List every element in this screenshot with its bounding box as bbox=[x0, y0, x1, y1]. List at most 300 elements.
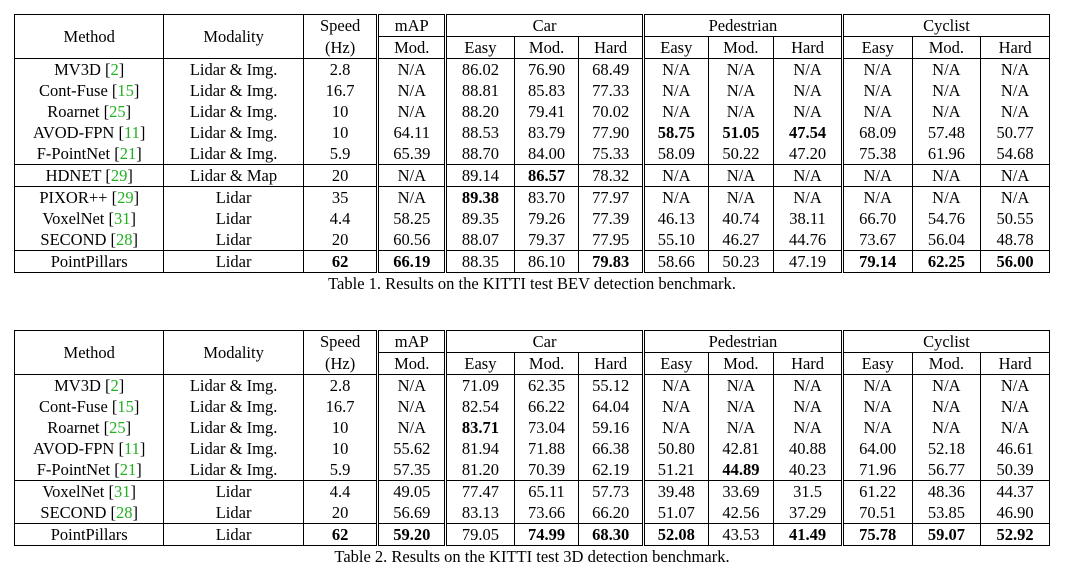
method-name: SECOND bbox=[40, 503, 107, 522]
value-cell: 58.66 bbox=[643, 251, 708, 273]
value-cell: 50.80 bbox=[643, 438, 708, 459]
modality-cell: Lidar & Img. bbox=[164, 122, 303, 143]
value-cell: 78.32 bbox=[579, 165, 644, 187]
modality-cell: Lidar & Img. bbox=[164, 438, 303, 459]
citation-link[interactable]: 31 bbox=[114, 209, 131, 228]
value-cell: 41.49 bbox=[774, 524, 843, 546]
table-row bbox=[15, 122, 1050, 143]
value-cell: 83.71 bbox=[446, 417, 515, 438]
citation-link[interactable]: 29 bbox=[117, 188, 134, 207]
value-cell: 81.94 bbox=[446, 438, 515, 459]
value-cell: 73.04 bbox=[514, 417, 579, 438]
value-cell: 50.77 bbox=[981, 122, 1050, 143]
speed-cell: 5.9 bbox=[303, 459, 378, 481]
modality-cell: Lidar bbox=[164, 524, 303, 546]
map-cell: 55.62 bbox=[378, 438, 446, 459]
map-cell: 60.56 bbox=[378, 229, 446, 251]
value-cell: 64.00 bbox=[842, 438, 912, 459]
method-cell: Cont-Fuse [15] bbox=[39, 397, 140, 416]
value-cell: N/A bbox=[708, 59, 774, 81]
header-method: Method bbox=[63, 343, 115, 362]
value-cell: 40.74 bbox=[708, 208, 774, 229]
map-cell: 49.05 bbox=[378, 481, 446, 503]
value-cell: 61.96 bbox=[912, 143, 981, 165]
header-sub: Easy bbox=[643, 353, 708, 375]
map-cell: 59.20 bbox=[378, 524, 446, 546]
header-group-pedestrian: Pedestrian bbox=[643, 331, 842, 353]
value-cell: 62.25 bbox=[912, 251, 981, 273]
value-cell: 55.12 bbox=[579, 375, 644, 397]
map-cell: 56.69 bbox=[378, 502, 446, 524]
value-cell: 42.81 bbox=[708, 438, 774, 459]
value-cell: 56.77 bbox=[912, 459, 981, 481]
value-cell: N/A bbox=[643, 375, 708, 397]
value-cell: 47.20 bbox=[774, 143, 843, 165]
value-cell: N/A bbox=[842, 80, 912, 101]
value-cell: 79.41 bbox=[514, 101, 579, 122]
citation-link[interactable]: 25 bbox=[109, 418, 126, 437]
modality-cell: Lidar & Img. bbox=[164, 143, 303, 165]
speed-cell: 62 bbox=[303, 524, 378, 546]
header-sub: Easy bbox=[446, 37, 515, 59]
value-cell: 88.81 bbox=[446, 80, 515, 101]
header-group-cyclist: Cyclist bbox=[842, 331, 1049, 353]
value-cell: 71.88 bbox=[514, 438, 579, 459]
value-cell: 50.22 bbox=[708, 143, 774, 165]
value-cell: 75.78 bbox=[842, 524, 912, 546]
method-cell: SECOND [28] bbox=[40, 230, 139, 249]
citation-link[interactable]: 29 bbox=[110, 166, 128, 185]
value-cell: 47.54 bbox=[774, 122, 843, 143]
map-cell: N/A bbox=[378, 396, 446, 417]
value-cell: 66.22 bbox=[514, 396, 579, 417]
modality-cell: Lidar bbox=[164, 229, 303, 251]
table-row bbox=[15, 229, 1050, 251]
value-cell: 73.67 bbox=[842, 229, 912, 251]
value-cell: N/A bbox=[774, 187, 843, 209]
value-cell: 53.85 bbox=[912, 502, 981, 524]
value-cell: 86.02 bbox=[446, 59, 515, 81]
value-cell: 52.18 bbox=[912, 438, 981, 459]
value-cell: 79.37 bbox=[514, 229, 579, 251]
value-cell: N/A bbox=[842, 101, 912, 122]
value-cell: 65.11 bbox=[514, 481, 579, 503]
value-cell: 52.92 bbox=[981, 524, 1050, 546]
value-cell: 54.68 bbox=[981, 143, 1050, 165]
value-cell: N/A bbox=[981, 417, 1050, 438]
value-cell: 59.07 bbox=[912, 524, 981, 546]
speed-cell: 62 bbox=[303, 251, 378, 273]
header-map: mAP bbox=[378, 331, 446, 353]
value-cell: 70.02 bbox=[579, 101, 644, 122]
value-cell: 40.23 bbox=[774, 459, 843, 481]
map-cell: N/A bbox=[378, 165, 446, 187]
value-cell: N/A bbox=[912, 375, 981, 397]
value-cell: 89.14 bbox=[446, 165, 515, 187]
value-cell: 79.05 bbox=[446, 524, 515, 546]
map-cell: N/A bbox=[378, 80, 446, 101]
modality-cell: Lidar bbox=[164, 502, 303, 524]
value-cell: N/A bbox=[643, 101, 708, 122]
value-cell: 55.10 bbox=[643, 229, 708, 251]
value-cell: 89.38 bbox=[446, 187, 515, 209]
header-sub: Easy bbox=[643, 37, 708, 59]
header-sub: Mod. bbox=[514, 353, 579, 375]
header-sub: Mod. bbox=[708, 37, 774, 59]
value-cell: 83.13 bbox=[446, 502, 515, 524]
method-name: HDNET bbox=[45, 166, 102, 185]
citation-link[interactable]: 28 bbox=[116, 503, 133, 522]
value-cell: 47.19 bbox=[774, 251, 843, 273]
modality-cell: Lidar & Img. bbox=[164, 459, 303, 481]
map-cell: N/A bbox=[378, 187, 446, 209]
method-cell: SECOND [28] bbox=[40, 503, 139, 522]
value-cell: 70.51 bbox=[842, 502, 912, 524]
header-sub: Mod. bbox=[708, 353, 774, 375]
value-cell: N/A bbox=[981, 101, 1050, 122]
value-cell: N/A bbox=[981, 59, 1050, 81]
speed-cell: 10 bbox=[303, 101, 378, 122]
modality-cell: Lidar & Map bbox=[164, 165, 303, 187]
value-cell: N/A bbox=[912, 187, 981, 209]
map-cell: 66.19 bbox=[378, 251, 446, 273]
value-cell: N/A bbox=[708, 417, 774, 438]
value-cell: 44.37 bbox=[981, 481, 1050, 503]
table-caption: Table 1. Results on the KITTI test BEV detection benchmark. bbox=[328, 274, 736, 293]
table-row bbox=[15, 459, 1050, 481]
header-group-cyclist: Cyclist bbox=[842, 15, 1049, 37]
value-cell: N/A bbox=[708, 80, 774, 101]
speed-cell: 10 bbox=[303, 438, 378, 459]
value-cell: N/A bbox=[774, 80, 843, 101]
header-sub: Mod. bbox=[514, 37, 579, 59]
speed-cell: 5.9 bbox=[303, 143, 378, 165]
value-cell: N/A bbox=[981, 165, 1050, 187]
speed-cell: 20 bbox=[303, 502, 378, 524]
method-name: MV3D bbox=[54, 60, 101, 79]
table-row bbox=[15, 481, 1050, 503]
value-cell: 86.57 bbox=[514, 165, 579, 187]
value-cell: 50.23 bbox=[708, 251, 774, 273]
header-speed-unit: (Hz) bbox=[303, 37, 378, 59]
value-cell: 31.5 bbox=[774, 481, 843, 503]
citation-link[interactable]: 15 bbox=[117, 397, 134, 416]
method-cell: AVOD-FPN [11] bbox=[33, 439, 146, 458]
header-speed: Speed bbox=[303, 331, 378, 353]
method-name: Cont-Fuse bbox=[39, 397, 108, 416]
value-cell: 48.78 bbox=[981, 229, 1050, 251]
value-cell: 58.75 bbox=[643, 122, 708, 143]
method-name: Cont-Fuse bbox=[39, 81, 108, 100]
value-cell: 51.07 bbox=[643, 502, 708, 524]
speed-cell: 16.7 bbox=[303, 396, 378, 417]
modality-cell: Lidar bbox=[164, 251, 303, 273]
value-cell: 84.00 bbox=[514, 143, 579, 165]
method-cell: MV3D [2] bbox=[15, 59, 164, 81]
value-cell: N/A bbox=[842, 187, 912, 209]
value-cell: 77.95 bbox=[579, 229, 644, 251]
value-cell: 75.33 bbox=[579, 143, 644, 165]
value-cell: N/A bbox=[708, 396, 774, 417]
map-cell: N/A bbox=[378, 417, 446, 438]
value-cell: 86.10 bbox=[514, 251, 579, 273]
value-cell: 33.69 bbox=[708, 481, 774, 503]
modality-cell: Lidar bbox=[164, 481, 303, 503]
method-name: AVOD-FPN bbox=[33, 439, 115, 458]
value-cell: 71.09 bbox=[446, 375, 515, 397]
value-cell: N/A bbox=[842, 165, 912, 187]
value-cell: 51.05 bbox=[708, 122, 774, 143]
header-map-sub: Mod. bbox=[378, 353, 446, 375]
value-cell: 88.07 bbox=[446, 229, 515, 251]
value-cell: 71.96 bbox=[842, 459, 912, 481]
method-name: SECOND bbox=[40, 230, 107, 249]
header-sub: Easy bbox=[842, 37, 912, 59]
method-cell: AVOD-FPN [11] bbox=[33, 123, 146, 142]
table-row bbox=[15, 438, 1050, 459]
modality-cell: Lidar & Img. bbox=[164, 59, 303, 81]
value-cell: N/A bbox=[643, 59, 708, 81]
value-cell: 56.00 bbox=[981, 251, 1050, 273]
value-cell: 89.35 bbox=[446, 208, 515, 229]
value-cell: N/A bbox=[981, 80, 1050, 101]
value-cell: 70.39 bbox=[514, 459, 579, 481]
method-cell bbox=[15, 251, 164, 273]
citation-link[interactable]: 2 bbox=[110, 376, 119, 395]
speed-cell: 10 bbox=[303, 122, 378, 143]
map-cell: N/A bbox=[378, 375, 446, 397]
value-cell: 46.90 bbox=[981, 502, 1050, 524]
map-cell: 58.25 bbox=[378, 208, 446, 229]
value-cell: N/A bbox=[643, 417, 708, 438]
header-sub: Hard bbox=[774, 353, 843, 375]
table-row bbox=[15, 59, 1050, 81]
value-cell: N/A bbox=[708, 165, 774, 187]
value-cell: 88.70 bbox=[446, 143, 515, 165]
table-row bbox=[15, 208, 1050, 229]
method-name: Roarnet bbox=[47, 102, 100, 121]
table-row bbox=[15, 187, 1050, 209]
value-cell: 68.49 bbox=[579, 59, 644, 81]
value-cell: N/A bbox=[774, 101, 843, 122]
header-sub: Mod. bbox=[912, 37, 981, 59]
method-name: VoxelNet bbox=[42, 482, 105, 501]
value-cell: 57.48 bbox=[912, 122, 981, 143]
table-row bbox=[15, 143, 1050, 165]
citation-link[interactable]: 11 bbox=[123, 439, 140, 458]
citation-link[interactable]: 11 bbox=[123, 123, 140, 142]
value-cell: 66.70 bbox=[842, 208, 912, 229]
header-sub: Hard bbox=[981, 37, 1050, 59]
value-cell: 40.88 bbox=[774, 438, 843, 459]
table-row bbox=[15, 524, 1050, 546]
table-2 bbox=[14, 330, 1050, 566]
value-cell: N/A bbox=[912, 165, 981, 187]
method-cell: PIXOR++ [29] bbox=[15, 187, 164, 209]
value-cell: N/A bbox=[774, 165, 843, 187]
map-cell: 65.39 bbox=[378, 143, 446, 165]
value-cell: 37.29 bbox=[774, 502, 843, 524]
method-name: F-PointNet bbox=[36, 144, 111, 163]
value-cell: 48.36 bbox=[912, 481, 981, 503]
modality-cell: Lidar & Img. bbox=[164, 101, 303, 122]
value-cell: 66.20 bbox=[579, 502, 644, 524]
method-name: PIXOR++ bbox=[39, 188, 108, 207]
value-cell: 57.73 bbox=[579, 481, 644, 503]
value-cell: 77.33 bbox=[579, 80, 644, 101]
value-cell: 77.39 bbox=[579, 208, 644, 229]
citation-link[interactable]: 28 bbox=[116, 230, 133, 249]
value-cell: 83.70 bbox=[514, 187, 579, 209]
speed-cell: 2.8 bbox=[303, 59, 378, 81]
table-row bbox=[15, 502, 1050, 524]
speed-cell: 4.4 bbox=[303, 208, 378, 229]
method-cell: F-PointNet [21] bbox=[36, 144, 142, 163]
value-cell: 46.27 bbox=[708, 229, 774, 251]
method-cell bbox=[15, 524, 164, 546]
value-cell: 79.83 bbox=[579, 251, 644, 273]
header-group-car: Car bbox=[446, 15, 644, 37]
speed-cell: 2.8 bbox=[303, 375, 378, 397]
value-cell: N/A bbox=[708, 101, 774, 122]
value-cell: 46.13 bbox=[643, 208, 708, 229]
citation-link[interactable]: 21 bbox=[119, 144, 137, 163]
value-cell: 44.76 bbox=[774, 229, 843, 251]
value-cell: 39.48 bbox=[643, 481, 708, 503]
modality-cell: Lidar bbox=[164, 187, 303, 209]
value-cell: 83.79 bbox=[514, 122, 579, 143]
value-cell: 77.97 bbox=[579, 187, 644, 209]
header-map: mAP bbox=[378, 15, 446, 37]
value-cell: N/A bbox=[981, 187, 1050, 209]
citation-link[interactable]: 31 bbox=[114, 482, 131, 501]
value-cell: N/A bbox=[842, 375, 912, 397]
citation-link[interactable]: 2 bbox=[110, 60, 119, 79]
results-table bbox=[14, 14, 1050, 273]
value-cell: 50.55 bbox=[981, 208, 1050, 229]
method-name: MV3D bbox=[54, 376, 101, 395]
map-cell: N/A bbox=[378, 59, 446, 81]
method-name: F-PointNet bbox=[36, 460, 111, 479]
value-cell: N/A bbox=[912, 101, 981, 122]
header-group-car: Car bbox=[446, 331, 644, 353]
method-cell: F-PointNet [21] bbox=[36, 460, 142, 479]
header-modality: Modality bbox=[164, 15, 303, 59]
method-name: VoxelNet bbox=[42, 209, 105, 228]
header-sub: Hard bbox=[579, 37, 644, 59]
header-method: Method bbox=[63, 27, 115, 46]
value-cell: N/A bbox=[643, 187, 708, 209]
table-row bbox=[15, 375, 1050, 397]
modality-cell: Lidar bbox=[164, 208, 303, 229]
value-cell: 77.47 bbox=[446, 481, 515, 503]
results-table bbox=[14, 330, 1050, 546]
value-cell: 88.53 bbox=[446, 122, 515, 143]
speed-cell: 16.7 bbox=[303, 80, 378, 101]
map-cell: 64.11 bbox=[378, 122, 446, 143]
citation-link[interactable]: 25 bbox=[109, 102, 126, 121]
header-speed-unit: (Hz) bbox=[303, 353, 378, 375]
value-cell: 42.56 bbox=[708, 502, 774, 524]
citation-link[interactable]: 21 bbox=[119, 460, 137, 479]
value-cell: N/A bbox=[643, 396, 708, 417]
value-cell: N/A bbox=[774, 396, 843, 417]
value-cell: N/A bbox=[774, 417, 843, 438]
value-cell: 88.20 bbox=[446, 101, 515, 122]
table-row bbox=[15, 396, 1050, 417]
value-cell: N/A bbox=[842, 396, 912, 417]
header-speed: Speed bbox=[303, 15, 378, 37]
value-cell: N/A bbox=[708, 375, 774, 397]
value-cell: 76.90 bbox=[514, 59, 579, 81]
value-cell: 43.53 bbox=[708, 524, 774, 546]
method-cell: HDNET [29] bbox=[15, 165, 164, 187]
modality-cell: Lidar & Img. bbox=[164, 375, 303, 397]
value-cell: 73.66 bbox=[514, 502, 579, 524]
modality-cell: Lidar & Img. bbox=[164, 417, 303, 438]
header-map-sub: Mod. bbox=[378, 37, 446, 59]
table-row bbox=[15, 80, 1050, 101]
value-cell: 77.90 bbox=[579, 122, 644, 143]
table-row bbox=[15, 417, 1050, 438]
header-sub: Hard bbox=[579, 353, 644, 375]
speed-cell: 20 bbox=[303, 229, 378, 251]
value-cell: 68.09 bbox=[842, 122, 912, 143]
value-cell: 75.38 bbox=[842, 143, 912, 165]
value-cell: 54.76 bbox=[912, 208, 981, 229]
header-sub: Hard bbox=[981, 353, 1050, 375]
value-cell: 66.38 bbox=[579, 438, 644, 459]
value-cell: 81.20 bbox=[446, 459, 515, 481]
value-cell: 50.39 bbox=[981, 459, 1050, 481]
value-cell: 61.22 bbox=[842, 481, 912, 503]
table-row bbox=[15, 101, 1050, 122]
header-sub: Easy bbox=[842, 353, 912, 375]
method-cell: MV3D [2] bbox=[15, 375, 164, 397]
header-sub: Easy bbox=[446, 353, 515, 375]
method-name: AVOD-FPN bbox=[33, 123, 115, 142]
value-cell: 58.09 bbox=[643, 143, 708, 165]
speed-cell: 20 bbox=[303, 165, 378, 187]
table-row bbox=[15, 251, 1050, 273]
value-cell: N/A bbox=[912, 59, 981, 81]
method-cell: Roarnet [25] bbox=[47, 418, 132, 437]
value-cell: 64.04 bbox=[579, 396, 644, 417]
value-cell: N/A bbox=[643, 165, 708, 187]
value-cell: 79.26 bbox=[514, 208, 579, 229]
value-cell: 62.19 bbox=[579, 459, 644, 481]
value-cell: N/A bbox=[774, 59, 843, 81]
method-cell: VoxelNet [31] bbox=[15, 481, 164, 503]
map-cell: N/A bbox=[378, 101, 446, 122]
value-cell: N/A bbox=[981, 375, 1050, 397]
citation-link[interactable]: 15 bbox=[117, 81, 134, 100]
value-cell: N/A bbox=[981, 396, 1050, 417]
value-cell: 74.99 bbox=[514, 524, 579, 546]
value-cell: 46.61 bbox=[981, 438, 1050, 459]
method-name: PointPillars bbox=[50, 525, 128, 544]
value-cell: N/A bbox=[643, 80, 708, 101]
table-row bbox=[15, 165, 1050, 187]
value-cell: 44.89 bbox=[708, 459, 774, 481]
method-cell: Cont-Fuse [15] bbox=[39, 81, 140, 100]
value-cell: 85.83 bbox=[514, 80, 579, 101]
method-name: Roarnet bbox=[47, 418, 100, 437]
value-cell: 52.08 bbox=[643, 524, 708, 546]
speed-cell: 10 bbox=[303, 417, 378, 438]
header-modality: Modality bbox=[164, 331, 303, 375]
method-cell: Roarnet [25] bbox=[47, 102, 132, 121]
